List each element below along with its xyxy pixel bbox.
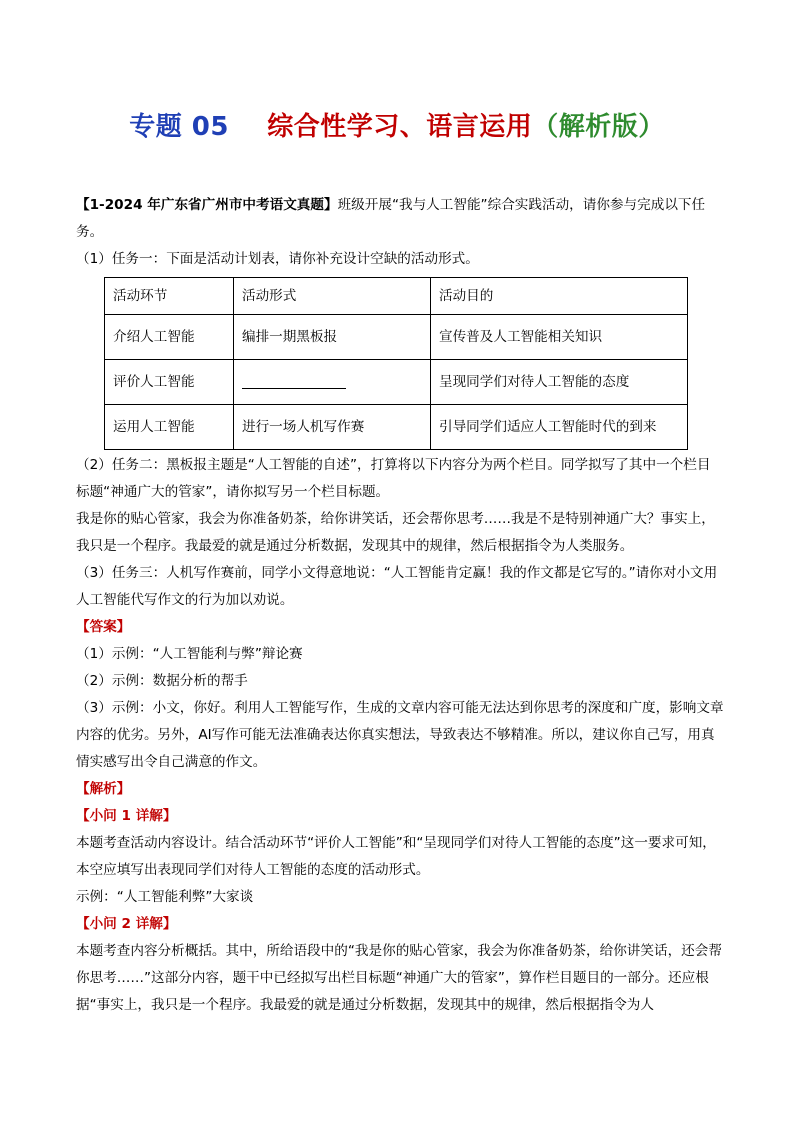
question-intro-text: 班级开展“我与人工智能”综合实践活动，请你参与完成以下任务。 <box>76 197 706 240</box>
table-row <box>105 360 688 405</box>
table-cell-blank <box>234 360 431 405</box>
table-header-row <box>105 278 688 315</box>
analysis-q2-text: 本题考查内容分析概括。其中，所给语段中的“我是你的贴心管家，我会为你准备奶茶，给你讲笑话，还会帮你思考……”这部分内容，题干中已经拟写出栏目标题“神通广大的管家”，算作栏目题目的一部分。还应根据“事实上，我只是一个程序。我最爱的就是通过分析数据，发现其中的规律，然后根据指令为人 <box>76 943 722 1013</box>
answer-3: （3）示例：小文，你好。利用人工智能写作，生成的文章内容可能无法达到你思考的深度和广度，影响文章内容的优劣。另外，AI写作可能无法准确表达你真实想法，导致表达不够精准。所以，建议你自己写，用真情实感写出令自己满意的作文。 <box>76 700 724 770</box>
analysis-q1-text: 本题考查活动内容设计。结合活动环节“评价人工智能”和“呈现同学们对待人工智能的态度”这一要求可知，本空应填写出表现同学们对待人工智能的态度的活动形式。 <box>76 835 716 878</box>
table-cell: 宣传普及人工智能相关知识 <box>431 315 688 360</box>
analysis-q2-label: 【小问 2 详解】 <box>76 916 177 932</box>
table-cell: 呈现同学们对待人工智能的态度 <box>431 360 688 405</box>
answer-2: （2）示例：数据分析的帮手 <box>76 673 248 689</box>
title-topic-number: 专题 05 <box>129 112 229 142</box>
answer-1: （1）示例：“人工智能利与弊”辩论赛 <box>76 646 303 662</box>
table-cell: 运用人工智能 <box>105 405 234 450</box>
table-cell: 编排一期黑板报 <box>234 315 431 360</box>
table-cell: 评价人工智能 <box>105 360 234 405</box>
answer-label: 【答案】 <box>76 619 131 635</box>
title-topic-name: 综合性学习、语言运用 <box>267 112 533 142</box>
activity-plan-table <box>104 277 688 450</box>
document-body <box>76 192 724 1019</box>
table-header-cell: 活动形式 <box>234 278 431 315</box>
table-row <box>105 315 688 360</box>
table-header-cell: 活动环节 <box>105 278 234 315</box>
analysis-q1-example: 示例：“人工智能利弊”大家谈 <box>76 889 254 905</box>
task3-text: （3）任务三：人机写作赛前，同学小文得意地说：“人工智能肯定赢！我的作文都是它写的。”请你对小文用人工智能代写作文的行为加以劝说。 <box>76 565 718 608</box>
question-source: 【1-2024 年广东省广州市中考语文真题】 <box>76 197 338 213</box>
question-intro <box>76 192 724 246</box>
table-cell: 介绍人工智能 <box>105 315 234 360</box>
table-header-cell: 活动目的 <box>431 278 688 315</box>
task2-text: （2）任务二：黑板报主题是“人工智能的自述”，打算将以下内容分为两个栏目。同学拟写了其中一个栏目标题“神通广大的管家”，请你拟写另一个栏目标题。 <box>76 457 711 500</box>
page-title <box>0 106 794 143</box>
table-cell: 引导同学们适应人工智能时代的到来 <box>431 405 688 450</box>
task2-passage: 我是你的贴心管家，我会为你准备奶茶，给你讲笑话，还会帮你思考……我是不是特别神通广大？事实上，我只是一个程序。我最爱的就是通过分析数据，发现其中的规律，然后根据指令为人类服务。 <box>76 511 715 554</box>
answer-blank-line <box>242 374 346 389</box>
title-edition: （解析版） <box>532 112 665 142</box>
table-row <box>105 405 688 450</box>
analysis-q1-label: 【小问 1 详解】 <box>76 808 177 824</box>
task1-text: （1）任务一：下面是活动计划表，请你补充设计空缺的活动形式。 <box>76 251 479 267</box>
table-cell: 进行一场人机写作赛 <box>234 405 431 450</box>
analysis-label: 【解析】 <box>76 781 131 797</box>
